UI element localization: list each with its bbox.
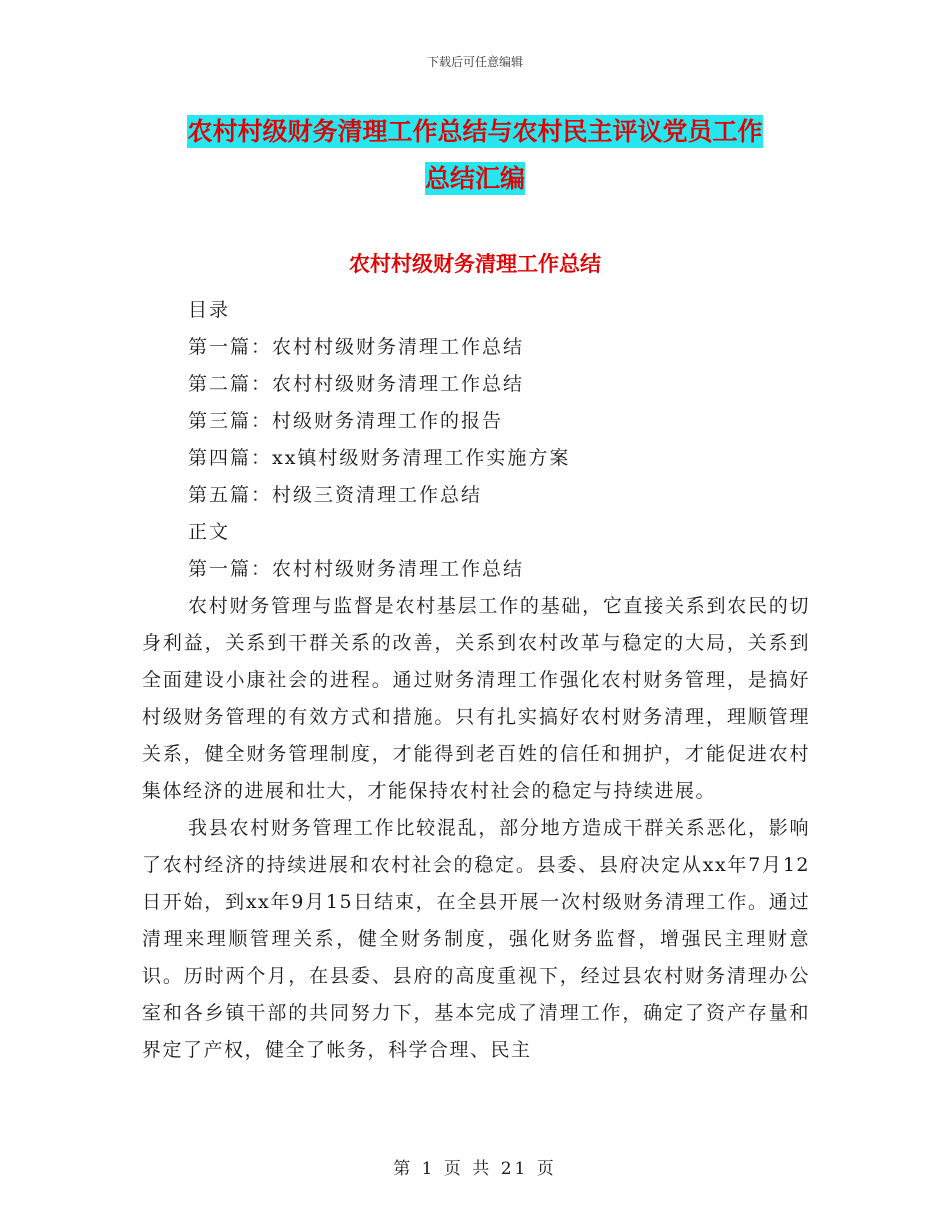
paragraph: 我县农村财务管理工作比较混乱，部分地方造成干群关系恶化，影响了农村经济的持续进展和农村社会的稳定。县委、县府决定从xx年7月12日开始，到xx年9月15日结束，在全县开展一次村级财务清理工作。通过清理来理顺管理关系，健全财务制度，强化财务监督，增强民主理财意识。历时两个月，在县委、县府的高度重视下，经过县农村财务清理办公室和各乡镇干部的共同努力下，基本完成了清理工作，确定了资产存量和界定了产权，健全了帐务，科学合理、民主 (142, 817, 810, 1061)
paragraph: 农村财务管理与监督是农村基层工作的基础，它直接关系到农民的切身利益，关系到干群关系的改善，关系到农村改革与稳定的大局，关系到全面建设小康社会的进程。通过财务清理工作强化农村财务管理，是搞好村级财务管理的有效方式和措施。只有扎实搞好农村财务清理，理顺管理关系，健全财务管理制度，才能得到老百姓的信任和拥护，才能促进农村集体经济的进展和壮大，才能保持农村社会的稳定与持续进展。 (142, 595, 810, 802)
body-heading: 正文 (188, 521, 231, 543)
main-title-line2: 总结汇编 (424, 164, 525, 193)
toc-item: 第一篇：农村村级财务清理工作总结 (188, 336, 525, 358)
body-text (142, 588, 810, 1069)
toc-item: 第四篇：xx镇村级财务清理工作实施方案 (188, 447, 571, 469)
section-title: 农村村级财务清理工作总结 (349, 252, 601, 276)
page-footer: 第 1 页 共 21 页 (393, 1159, 557, 1179)
toc-item: 第三篇：村级财务清理工作的报告 (188, 410, 504, 432)
main-title (0, 108, 950, 202)
toc-item: 第二篇：农村村级财务清理工作总结 (188, 373, 525, 395)
toc-item: 第五篇：村级三资清理工作总结 (188, 484, 483, 506)
table-of-contents (188, 292, 570, 588)
main-title-line1: 农村村级财务清理工作总结与农村民主评议党员工作 (187, 117, 763, 146)
first-article-heading: 第一篇：农村村级财务清理工作总结 (188, 558, 525, 580)
toc-heading: 目录 (188, 299, 231, 321)
header-note: 下载后可任意编辑 (426, 55, 523, 69)
